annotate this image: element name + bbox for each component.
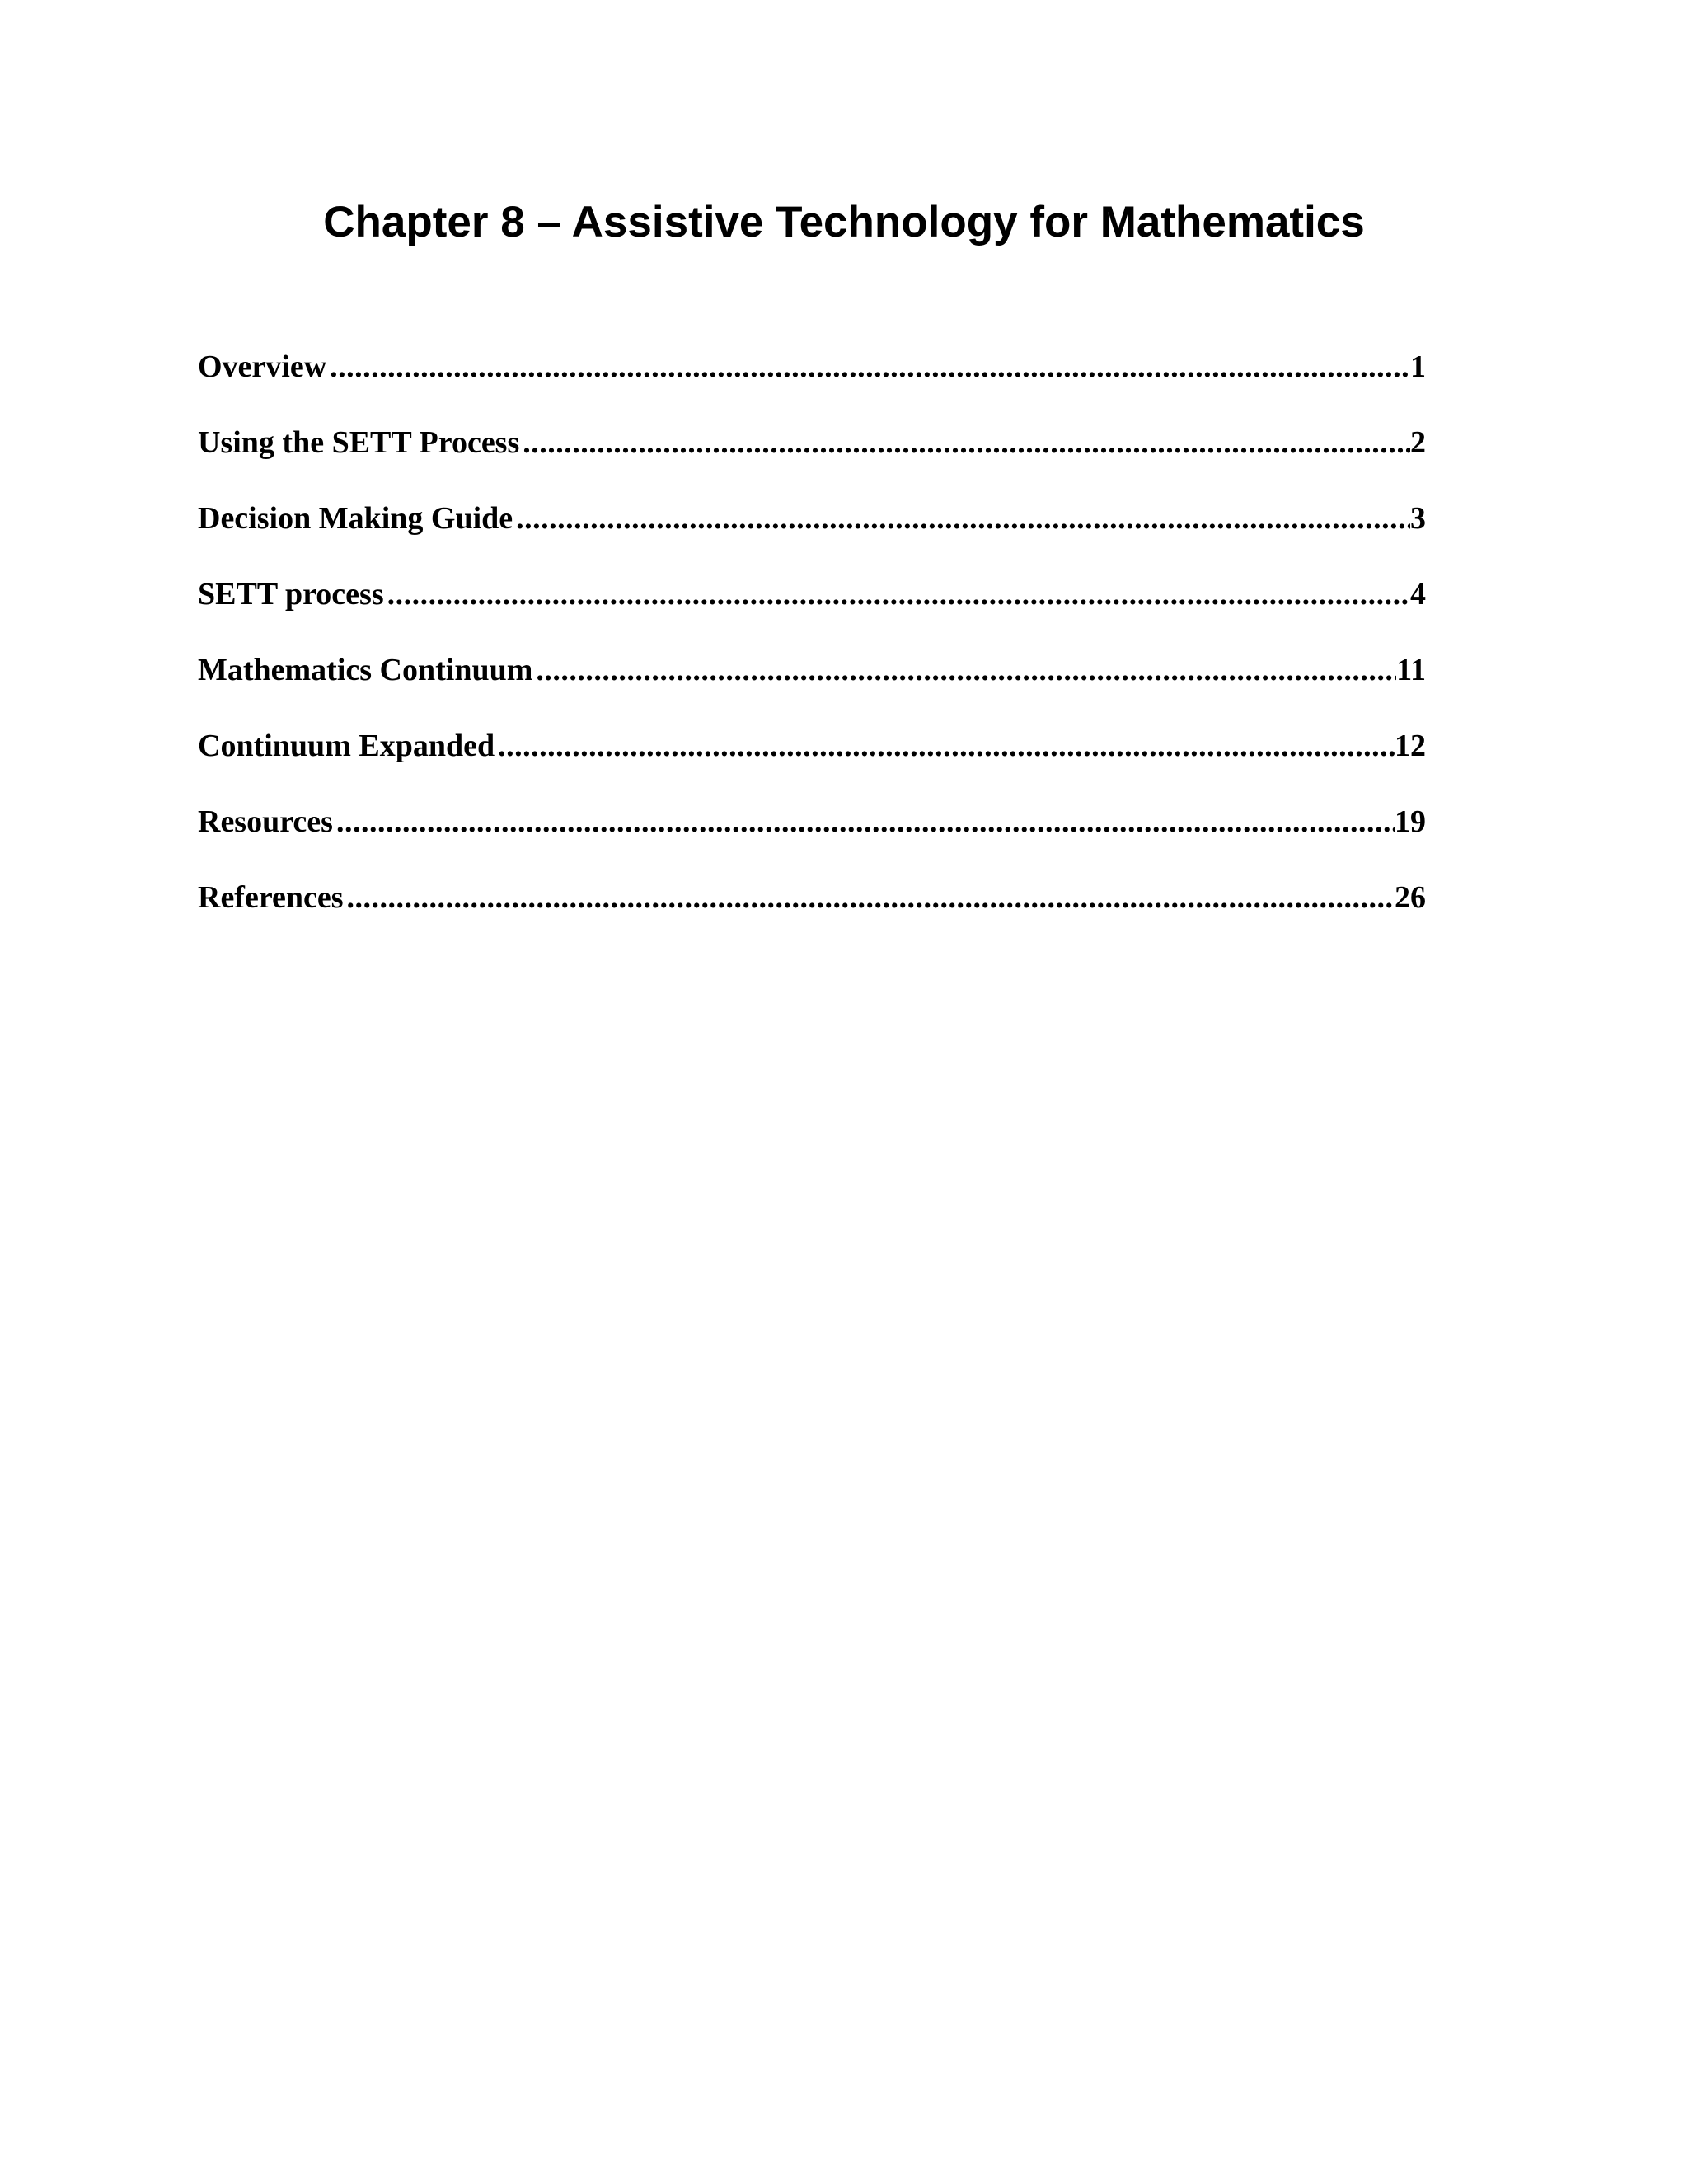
toc-entry-label: Resources (198, 804, 333, 839)
toc-entry-sett-process[interactable] (198, 567, 1426, 643)
toc-entry-overview[interactable] (198, 340, 1426, 415)
toc-entry-page-number: 1 (1410, 349, 1426, 384)
toc-entry-page-number: 19 (1395, 804, 1426, 839)
toc-entry-label: Decision Making Guide (198, 501, 513, 536)
dot-leader (536, 643, 1396, 697)
toc-entry-mathematics-continuum[interactable] (198, 643, 1426, 719)
toc-entry-page-number: 11 (1396, 653, 1426, 687)
dot-leader (336, 794, 1395, 849)
toc-entry-decision-making-guide[interactable] (198, 491, 1426, 567)
dot-leader (330, 340, 1410, 394)
toc-entry-label: Using the SETT Process (198, 425, 520, 460)
toc-entry-page-number: 3 (1410, 501, 1426, 536)
toc-entry-page-number: 12 (1395, 729, 1426, 763)
dot-leader (516, 491, 1410, 546)
dot-leader (523, 415, 1410, 470)
toc-entry-label: SETT process (198, 577, 384, 612)
dot-leader (347, 870, 1395, 925)
toc-entry-label: Continuum Expanded (198, 729, 495, 763)
table-of-contents (198, 340, 1426, 946)
dot-leader (387, 567, 1410, 621)
toc-entry-page-number: 26 (1395, 880, 1426, 915)
page-title: Chapter 8 – Assistive Technology for Mathematics (323, 198, 1365, 246)
toc-entry-continuum-expanded[interactable] (198, 719, 1426, 794)
toc-entry-label: References (198, 880, 344, 915)
toc-entry-label: Mathematics Continuum (198, 653, 533, 687)
toc-entry-page-number: 2 (1410, 425, 1426, 460)
toc-entry-resources[interactable] (198, 794, 1426, 870)
toc-entry-references[interactable] (198, 870, 1426, 946)
dot-leader (498, 719, 1395, 773)
toc-entry-label: Overview (198, 349, 327, 384)
toc-entry-using-the-sett-process[interactable] (198, 415, 1426, 491)
toc-entry-page-number: 4 (1410, 577, 1426, 612)
